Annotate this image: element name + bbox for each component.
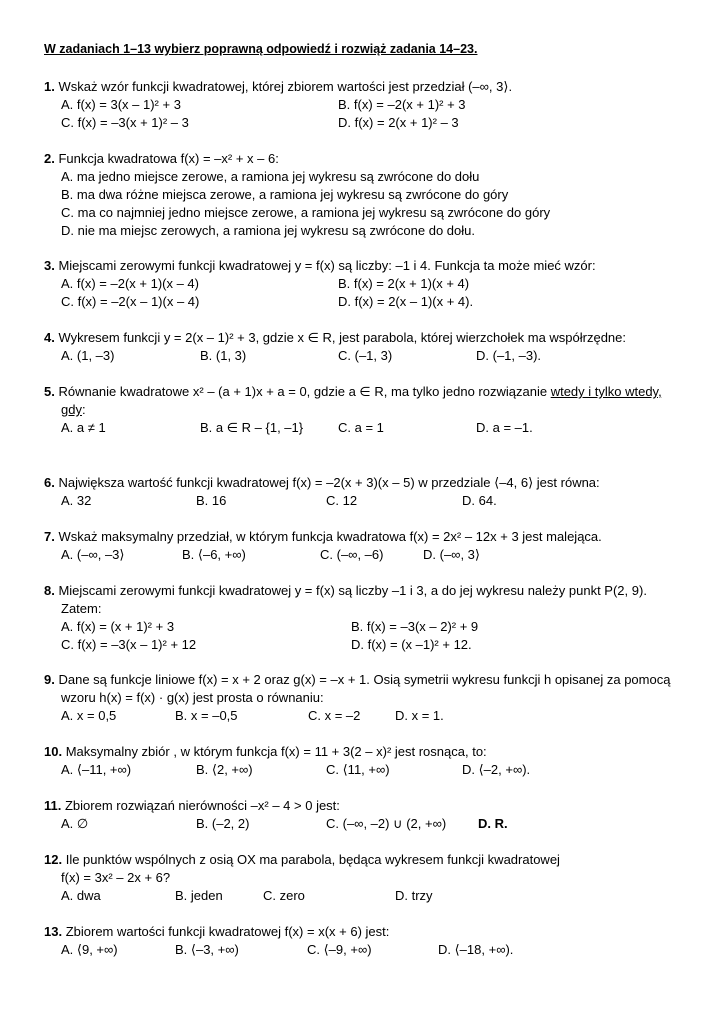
option-d[interactable]: D. trzy	[395, 888, 433, 903]
option-d[interactable]: D. 64.	[462, 493, 497, 508]
question-number: 9.	[44, 672, 55, 687]
question-text: Miejscami zerowymi funkcji kwadratowej y = f(x) są liczby –1 i 3, a do jej wykresu należy punkt P(2, 9).	[58, 583, 647, 598]
option-c[interactable]: C. a = 1	[338, 420, 384, 435]
option-b[interactable]: B. a ∈ R – {1, –1}	[200, 420, 304, 435]
question-text: Wykresem funkcji y = 2(x – 1)² + 3, gdzie x ∈ R, jest parabola, której wierzchołek ma współrzędne:	[58, 330, 627, 345]
option-b[interactable]: B. 16	[196, 493, 227, 508]
question-11	[44, 797, 694, 833]
option-a[interactable]: A. f(x) = –2(x + 1)(x – 4)	[61, 276, 199, 291]
option-a[interactable]: A. 32	[61, 493, 92, 508]
question-10	[44, 743, 694, 779]
option-c[interactable]: C. ⟨–9, +∞)	[307, 942, 372, 957]
option-b[interactable]: B. jeden	[175, 888, 223, 903]
option-a[interactable]: A. a ≠ 1	[61, 420, 106, 435]
option-b[interactable]: B. ⟨–6, +∞)	[182, 547, 246, 562]
question-number: 2.	[44, 151, 55, 166]
question-number: 6.	[44, 475, 55, 490]
option-d[interactable]: D. (–1, –3).	[476, 348, 542, 363]
question-number: 10.	[44, 744, 63, 759]
question-number: 4.	[44, 330, 55, 345]
question-text: Wskaż wzór funkcji kwadratowej, której zbiorem wartości jest przedział (–∞, 3⟩.	[58, 79, 513, 94]
option-c[interactable]: C. (–1, 3)	[338, 348, 393, 363]
option-d[interactable]: D. ⟨–18, +∞).	[438, 942, 514, 957]
question-text: Największa wartość funkcji kwadratowej f(x) = –2(x + 3)(x – 5) w przedziale ⟨–4, 6⟩ jest równa:	[58, 475, 600, 490]
option-a[interactable]: A. (–∞, –3⟩	[61, 547, 125, 562]
instructions-header: W zadaniach 1–13 wybierz poprawną odpowiedź i rozwiąż zadania 14–23.	[44, 42, 478, 56]
question-number: 13.	[44, 924, 63, 939]
question-text: Wskaż maksymalny przedział, w którym funkcja kwadratowa f(x) = 2x² – 12x + 3 jest malejąca.	[58, 529, 602, 544]
question-12	[44, 851, 694, 905]
question-1	[44, 78, 694, 132]
option-c[interactable]: C. (–∞, –6)	[320, 547, 384, 562]
question-5	[44, 383, 694, 437]
option-a[interactable]: A. ∅	[61, 816, 89, 831]
question-text-cont: f(x) = 3x² – 2x + 6?	[61, 870, 171, 885]
question-text-cont: :	[81, 402, 86, 417]
option-d[interactable]: D. nie ma miejsc zerowych, a ramiona jej wykresu są zwrócone do dołu.	[61, 223, 476, 238]
option-d[interactable]: D. ⟨–2, +∞).	[462, 762, 531, 777]
option-c[interactable]: C. 12	[326, 493, 358, 508]
question-text: Miejscami zerowymi funkcji kwadratowej y = f(x) są liczby: –1 i 4. Funkcja ta może mieć wzór:	[58, 258, 596, 273]
option-d[interactable]: D. f(x) = 2(x + 1)² – 3	[338, 115, 459, 130]
option-a[interactable]: A. x = 0,5	[61, 708, 117, 723]
option-c[interactable]: C. f(x) = –3(x – 1)² + 12	[61, 637, 197, 652]
question-2	[44, 150, 694, 240]
question-3	[44, 257, 694, 311]
option-b[interactable]: B. (–2, 2)	[196, 816, 250, 831]
option-b[interactable]: B. (1, 3)	[200, 348, 247, 363]
option-c[interactable]: C. (–∞, –2) ∪ (2, +∞)	[326, 816, 447, 831]
option-a[interactable]: A. f(x) = (x + 1)² + 3	[61, 619, 175, 634]
option-b[interactable]: B. f(x) = –3(x – 2)² + 9	[351, 619, 479, 634]
option-a[interactable]: A. f(x) = 3(x – 1)² + 3	[61, 97, 181, 112]
question-7	[44, 528, 694, 564]
question-number: 7.	[44, 529, 55, 544]
question-text-cont: Zatem:	[61, 601, 102, 616]
option-c[interactable]: C. f(x) = –2(x – 1)(x – 4)	[61, 294, 200, 309]
question-number: 3.	[44, 258, 55, 273]
option-a[interactable]: A. ma jedno miejsce zerowe, a ramiona jej wykresu są zwrócone do dołu	[61, 169, 480, 184]
question-text: Funkcja kwadratowa f(x) = –x² + x – 6:	[58, 151, 279, 166]
question-6	[44, 474, 694, 510]
option-c[interactable]: C. f(x) = –3(x + 1)² – 3	[61, 115, 189, 130]
option-d[interactable]: D. R.	[478, 816, 508, 831]
question-text: Maksymalny zbiór , w którym funkcja f(x) = 11 + 3(2 – x)² jest rosnąca, to:	[65, 744, 487, 759]
question-text: Dane są funkcje liniowe f(x) = x + 2 oraz g(x) = –x + 1. Osią symetrii wykresu funkcji h opisanej za pomocą	[58, 672, 671, 687]
question-number: 11.	[44, 798, 62, 813]
option-c[interactable]: C. ma co najmniej jedno miejsce zerowe, a ramiona jej wykresu są zwrócone do góry	[61, 205, 551, 220]
option-a[interactable]: A. ⟨–11, +∞)	[61, 762, 132, 777]
option-c[interactable]: C. zero	[263, 888, 305, 903]
option-a[interactable]: A. ⟨9, +∞)	[61, 942, 118, 957]
question-8	[44, 582, 694, 654]
option-d[interactable]: D. (–∞, 3⟩	[423, 547, 480, 562]
option-d[interactable]: D. f(x) = (x –1)² + 12.	[351, 637, 472, 652]
question-text-cont: wzoru h(x) = f(x) · g(x) jest prosta o równaniu:	[61, 690, 324, 705]
option-b[interactable]: B. f(x) = 2(x + 1)(x + 4)	[338, 276, 470, 291]
option-c[interactable]: C. x = –2	[308, 708, 361, 723]
option-d[interactable]: D. x = 1.	[395, 708, 444, 723]
option-c[interactable]: C. ⟨11, +∞)	[326, 762, 390, 777]
option-b[interactable]: B. ⟨2, +∞)	[196, 762, 253, 777]
option-a[interactable]: A. (1, –3)	[61, 348, 115, 363]
option-a[interactable]: A. dwa	[61, 888, 101, 903]
question-9	[44, 671, 694, 725]
question-text: Zbiorem rozwiązań nierówności –x² – 4 > 0 jest:	[64, 798, 340, 813]
question-number: 12.	[44, 852, 63, 867]
option-b[interactable]: B. x = –0,5	[175, 708, 238, 723]
option-b[interactable]: B. f(x) = –2(x + 1)² + 3	[338, 97, 466, 112]
question-text: Ile punktów wspólnych z osią OX ma parabola, będąca wykresem funkcji kwadratowej	[65, 852, 560, 867]
question-13	[44, 923, 694, 959]
question-4	[44, 329, 694, 365]
option-b[interactable]: B. ma dwa różne miejsca zerowe, a ramiona jej wykresu są zwrócone do góry	[61, 187, 509, 202]
question-text: Równanie kwadratowe x² – (a + 1)x + a = 0, gdzie a ∈ R, ma tylko jedno rozwiązanie	[58, 384, 548, 399]
option-b[interactable]: B. ⟨–3, +∞)	[175, 942, 239, 957]
question-number: 1.	[44, 79, 55, 94]
question-text: Zbiorem wartości funkcji kwadratowej f(x) = x(x + 6) jest:	[65, 924, 390, 939]
option-d[interactable]: D. a = –1.	[476, 420, 533, 435]
underlined-phrase-cont: gdy	[61, 402, 82, 417]
question-number: 5.	[44, 384, 55, 399]
underlined-phrase: wtedy i tylko wtedy,	[550, 384, 662, 399]
question-number: 8.	[44, 583, 55, 598]
option-d[interactable]: D. f(x) = 2(x – 1)(x + 4).	[338, 294, 474, 309]
